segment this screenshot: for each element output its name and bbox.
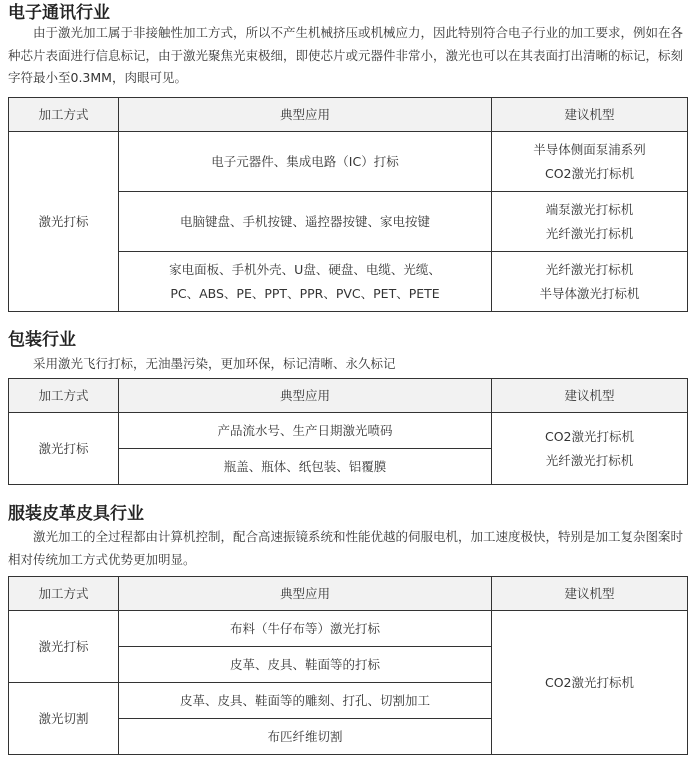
application-cell: 电脑键盘、手机按键、遥控器按键、家电按键	[119, 192, 492, 252]
table-header-row	[9, 577, 688, 611]
header-machine: 建议机型	[492, 98, 688, 132]
header-application: 典型应用	[119, 98, 492, 132]
header-application: 典型应用	[119, 379, 492, 413]
application-cell: 电子元器件、集成电路（IC）打标	[119, 132, 492, 192]
application-cell: 产品流水号、生产日期激光喷码	[119, 413, 492, 449]
machine-line: 光纤激光打标机	[545, 225, 634, 241]
method-cell: 激光切割	[9, 683, 119, 755]
machine-cell	[492, 413, 688, 485]
machine-line: CO2激光打标机	[544, 428, 635, 444]
table-row	[9, 413, 688, 449]
machine-cell	[492, 132, 688, 192]
section-paragraph-electronics: 由于激光加工属于非接触性加工方式，所以不产生机械挤压或机械应力，因此特别符合电子行业的加工要求，例如在各种芯片表面进行信息标记，由于激光聚焦光束极细，即使芯片或元器件非常小，激光也可以在其表面打出清晰的标记，标刻字符最小至0.3MM，肉眼可见。	[8, 25, 684, 85]
method-cell: 激光打标	[9, 611, 119, 683]
application-cell: 布料（牛仔布等）激光打标	[119, 611, 492, 647]
table-packaging	[8, 378, 688, 485]
section-paragraph-packaging: 采用激光飞行打标，无油墨污染，更加环保，标记清晰、永久标记	[33, 356, 396, 371]
machine-cell	[492, 252, 688, 312]
application-line: 家电面板、手机外壳、U盘、硬盘、电缆、光缆、	[169, 261, 441, 277]
header-method: 加工方式	[9, 98, 119, 132]
machine-line: 光纤激光打标机	[545, 452, 634, 468]
header-method: 加工方式	[9, 577, 119, 611]
machine-cell	[492, 192, 688, 252]
application-cell: 皮革、皮具、鞋面等的打标	[119, 647, 492, 683]
table-header-row	[9, 98, 688, 132]
header-machine: 建议机型	[492, 577, 688, 611]
machine-line: 光纤激光打标机	[545, 261, 634, 277]
table-electronics	[8, 97, 688, 312]
application-line: PC、ABS、PE、PPT、PPR、PVC、PET、PETE	[170, 285, 440, 301]
machine-line: 端泵激光打标机	[545, 201, 634, 217]
machine-cell: CO2激光打标机	[492, 611, 688, 755]
application-cell	[119, 252, 492, 312]
machine-line: 半导体激光打标机	[539, 285, 640, 301]
table-row	[9, 611, 688, 647]
table-row	[9, 132, 688, 192]
machine-line: 半导体侧面泵浦系列	[533, 141, 646, 157]
table-header-row	[9, 379, 688, 413]
method-cell: 激光打标	[9, 413, 119, 485]
section-title-electronics: 电子通讯行业	[8, 3, 110, 23]
section-title-packaging: 包装行业	[8, 330, 76, 350]
section-paragraph-apparel: 激光加工的全过程都由计算机控制，配合高速振镜系统和性能优越的伺服电机，加工速度极快，特别是加工复杂图案时相对传统加工方式优势更加明显。	[8, 529, 684, 567]
section-title-apparel: 服装皮革皮具行业	[8, 504, 144, 524]
machine-line: CO2激光打标机	[544, 165, 635, 181]
application-cell: 皮革、皮具、鞋面等的雕刻、打孔、切割加工	[119, 683, 492, 719]
header-machine: 建议机型	[492, 379, 688, 413]
table-apparel	[8, 576, 688, 755]
application-cell: 布匹纤维切割	[119, 719, 492, 755]
header-method: 加工方式	[9, 379, 119, 413]
application-cell: 瓶盖、瓶体、纸包装、铝覆膜	[119, 449, 492, 485]
header-application: 典型应用	[119, 577, 492, 611]
method-cell: 激光打标	[9, 132, 119, 312]
